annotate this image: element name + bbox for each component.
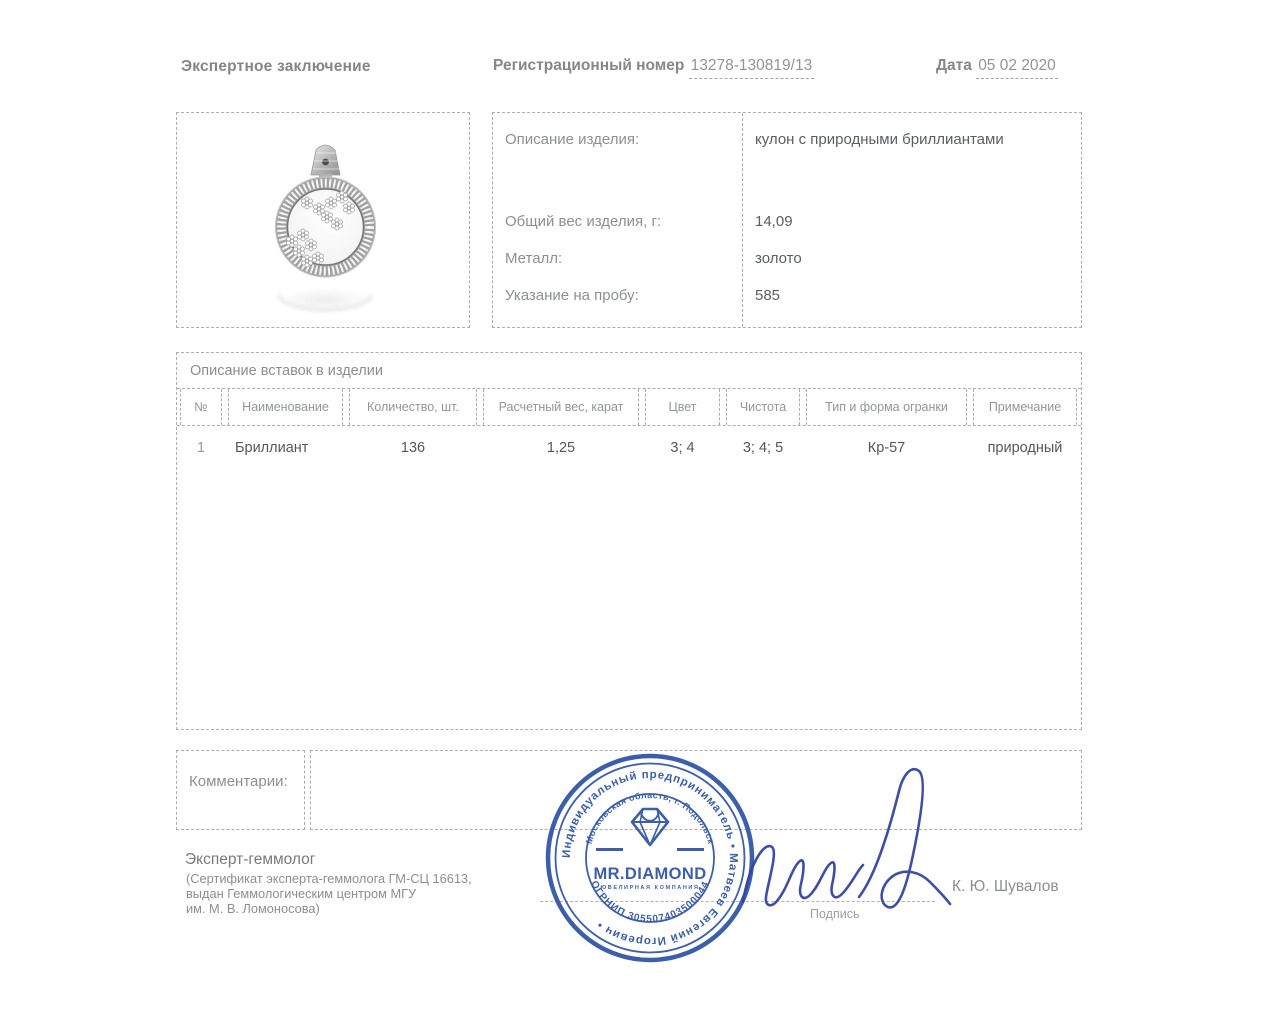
pendant-body [276,177,376,277]
svg-text:Московская область, г. Подольс [584,790,716,845]
field-label-metal: Металл: [505,250,563,267]
field-label-hallmark: Указание на пробу: [505,287,639,304]
comments-label: Комментарии: [189,773,288,790]
date-group [936,57,1058,79]
field-label-description: Описание изделия: [505,131,640,148]
stamp-ogrnip-text: ОГРНИП 305507403500044 [588,879,712,926]
cell-quantity: 136 [400,440,426,456]
pendant-bail [311,145,340,180]
cell-color: 3; 4 [670,440,695,456]
table-row [177,426,1081,456]
cell-cut: Кр-57 [867,440,906,456]
field-value-description: кулон с природными бриллиантами [755,131,1004,148]
expert-certificate-text [186,871,472,917]
stamp-ring-text: Индивидуальный предприниматель • Матвеев Евгений Игоревич • [560,768,740,948]
registration-number-group [493,57,814,79]
column-header-note: Примечание [973,389,1077,425]
product-description-values [743,113,1081,327]
column-header-quantity: Количество, шт. [349,389,477,425]
expert-name: К. Ю. Шувалов [952,878,1059,895]
stamp-brand-subtext: ЮВЕЛИРНАЯ КОМПАНИЯ [600,885,700,891]
stamp-brand-text: MR.DIAMOND [593,865,707,883]
inserts-table-header-row [177,388,1081,426]
expert-certificate-line: им. М. В. Ломоносова) [186,901,320,917]
product-description-box [492,112,1082,328]
column-header-color: Цвет [645,389,720,425]
cell-weight: 1,25 [546,440,576,456]
registration-number-value: 13278-130819/13 [689,57,815,79]
stamp-right-bar [677,848,704,851]
field-value-weight: 14,09 [755,213,793,230]
stamp-left-bar [596,848,623,851]
inserts-table-title: Описание вставок в изделии [190,363,383,379]
date-label: Дата [936,57,972,74]
cell-name: Бриллиант [235,440,309,456]
column-header-cut: Тип и форма огранки [806,389,967,425]
page-title: Экспертное заключение [181,58,371,75]
date-value: 05 02 2020 [976,57,1058,79]
cell-clarity: 3; 4; 5 [742,440,784,456]
stamp-region-text: Московская область, г. Подольск [583,789,717,846]
column-header-name: Наименование [228,389,343,425]
field-value-metal: золото [755,250,802,267]
column-header-weight: Расчетный вес, карат [483,389,639,425]
product-photo-box [176,112,470,328]
pendant-photo-image [177,113,469,327]
column-header-number: № [180,389,222,425]
expert-role: Эксперт-геммолог [185,851,316,868]
registration-number-label: Регистрационный номер [493,57,685,74]
inserts-table [176,352,1082,730]
signature-stroke [743,846,863,905]
comments-label-box [176,750,305,830]
cell-number: 1 [196,440,206,456]
product-description-labels [493,113,743,327]
cell-note: природный [987,440,1063,456]
diamond-logo-icon [632,809,668,845]
expert-certificate-line: выдан Геммологическим центром МГУ [186,886,417,902]
column-header-clarity: Чистота [726,389,800,425]
field-label-weight: Общий вес изделия, г: [505,213,662,230]
pendant-reflection [275,287,375,313]
signature-stroke [859,769,950,907]
signature-caption: Подпись [810,907,860,921]
signature-ink [720,755,970,925]
field-value-hallmark: 585 [755,287,781,304]
expert-certificate-line: (Сертификат эксперта-геммолога ГМ-СЦ 16613, [186,871,472,886]
